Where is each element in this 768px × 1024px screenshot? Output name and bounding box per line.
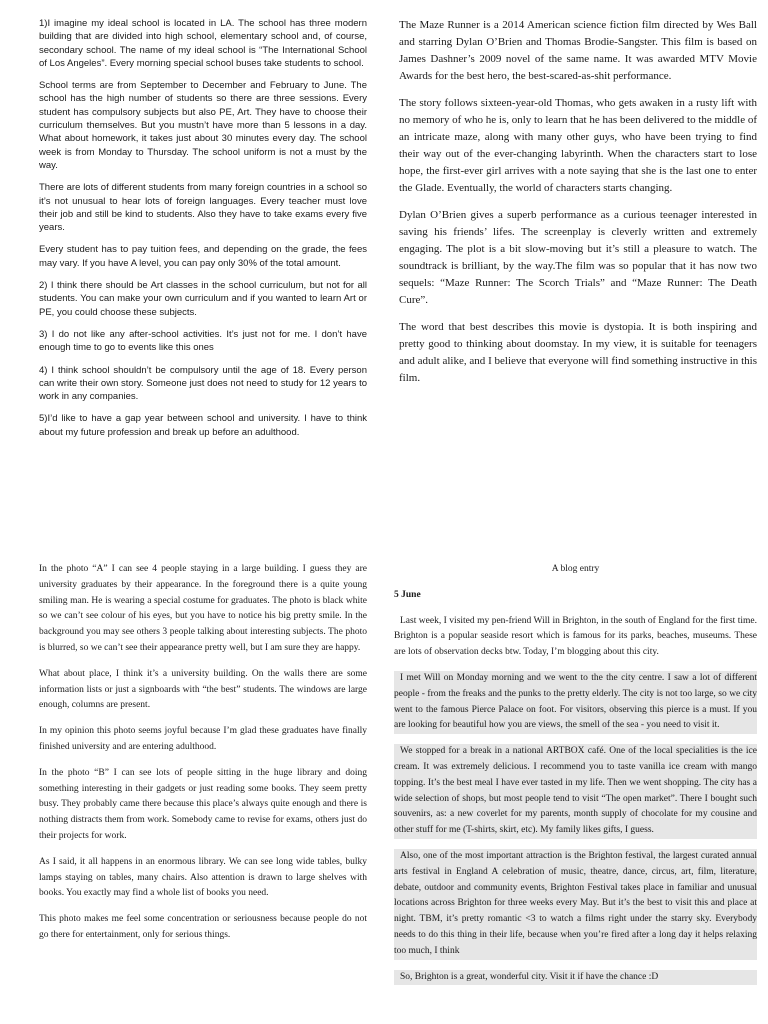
essay-paragraph: 2) I think there should be Art classes in the school curriculum, but not for all students. You can make your own curriculum and if you wanted to learn Art or PE, you could choose these subjects.: [39, 280, 367, 318]
photo-paragraph: This photo makes me feel some concentration or seriousness because people do not go there for entertainment, only for serious things.: [39, 914, 367, 940]
essay-paragraph: Every student has to pay tuition fees, and depending on the grade, the fees may vary. If you have A level, you can pay only 30% of the total amount.: [39, 244, 367, 269]
review-paragraph: Dylan O’Brien gives a superb performance as a curious teenager interested in saving his friends’ lifes. The screenplay is cleverly written and extremely engaging. The plot is a bit slow-moving but it’s still a pleasure to watch. The soundtrack is brilliant, by the way.The film was so popular that it has now two sequels: “Maze Runner: The Scorch Trials” and “Maze Runner: The Death Cure”.: [399, 209, 757, 306]
photo-paragraph: What about place, I think it’s a university building. On the walls there are some information lists or just a signboards with “the best” students. The windows are large enough, columns are present.: [39, 668, 367, 711]
essay-paragraph: School terms are from September to December and February to June. The school has the high number of students so there are three sessions. Every student has compulsory subjects but also PE, Art. They have to choose their curriculum themselves. But you mustn’t have more than 5 lessons in a day. What about homework, it takes just about 30 minutes every day. The school week is from Monday to Thursday. The school uniform is not a must by the way.: [39, 80, 367, 171]
essay-paragraph: 3) I do not like any after-school activities. It’s just not for me. I don’t have enough time to go to events like this ones: [39, 328, 367, 354]
essay-paragraph: 5)I’d like to have a gap year between school and university. I have to think about my future profession and break up before an adulthood.: [39, 413, 367, 438]
photo-paragraph: As I said, it all happens in an enormous library. We can see long wide tables, bulky lamps staying on tables, many chairs. Also attention is drawn to large shelves with books. You exactly may find a whole list of books you need.: [39, 856, 367, 899]
review-paragraph: The story follows sixteen-year-old Thomas, who gets awaken in a rusty lift with no memory of who he is, only to learn that he has been delivered to the middle of an intricate maze, along with many other guys, who have been trying to find their way out of the ever-changing labyrinth. When the characters start to lose hope, the first-ever girl arrives with a note saying that she is the last one to enter the Glade. Eventually, the world of characters starts changing.: [399, 97, 758, 194]
photo-paragraph: In the photo “B” I can see lots of people sitting in the huge library and doing something interesting in their gadgets or just reading some books. They seem pretty busy. They probably came there because this place’s always quite enough and there is nothing distracts them from work. Somebody came to revise for exams, others just do their projects for work.: [39, 767, 367, 841]
blog-paragraph: We stopped for a break in a national ARTBOX café. One of the local specialities is the ice cream. It was extremely delicious. I recommend you to taste vanilla ice cream with mango topping. It’s the best meal I have ever tasted in my life. Then we went shopping. The city has a wide selection of shops, but most people tend to visit “The open market”. There I bought such souvenirs, as: a new coverlet for my parents, month supply of chocolate for my cousine and other stuff for me (T-shirts, skirt, etc). My family likes gifts, I guess.: [394, 744, 757, 839]
review-paragraph: The word that best describes this movie is dystopia. It is both inspiring and pretty good to thinking about doomstay. In my view, it is suitable for teenagers and adult alike, and I believe that everyone will find something instructive in this film.: [399, 321, 757, 384]
blog-heading: A blog entry: [551, 564, 600, 574]
photo-paragraph: In the photo “A” I can see 4 people staying in a large building. I guess they are university graduates by their appearance. In the foreground there is a quite young smiling man. He is wearing a special costume for graduates. The photo is black white so we can’t see colour of his eyes, but you have to notice his big pretty smile. In the background you may see others 3 people talking about interesting subjects. The photo is blurred, so we can’t see their appearance pretty well, but I am sure they are happy.: [39, 564, 367, 653]
review-paragraph: The Maze Runner is a 2014 American science fiction film directed by Wes Ball and starring Dylan O’Brien and Thomas Brodie-Sangster. This film is based on James Dashner’s 2009 novel of the same name. It was awarded MTV Movie Awards for the best hero, the best-scared-as-shit performance.: [399, 19, 757, 82]
photo-description: [39, 562, 367, 954]
essay-paragraph: There are lots of different students from many foreign countries in a school so it’s not unusual to hear lots of foreign languages. Every teacher must love their job and still be kind to students. Also they have to take exams every five years.: [39, 182, 367, 234]
film-review: [399, 17, 757, 397]
blog-paragraph: Also, one of the most important attraction is the Brighton festival, the largest curated annual arts festival in England A celebration of music, theatre, dance, circus, art, film, literature, debate, outdoor and community events, Brighton Festival takes place in familiar and unusual locations across Brighton for three weeks every May. But it’s the best to visit this and place at night. TBM, it’s pretty romantic <3 to watch a films right under the starry sky. Everybody needs to do this thing in their life, because when you’re fired after a long day it helps relaxing too much, I think: [394, 849, 757, 960]
blog-paragraph: Last week, I visited my pen-friend Will in Brighton, in the south of England for the first time. Brighton is a popular seaside resort which is famous for its parks, beaches, museums. These are lots of observation decks btw. Today, I’m blogging about this city.: [394, 615, 757, 658]
blog-entry: [394, 562, 757, 995]
essay-paragraph: 1)I imagine my ideal school is located in LA. The school has three modern building that are divided into high school, elementary school and, of course, secondary school. The name of my ideal school is “The International School of Los Angeles”. Every morning special school buses take students to school.: [39, 18, 367, 69]
school-essay: [39, 17, 367, 448]
blog-date: 5 June: [394, 589, 421, 600]
blog-paragraph: I met Will on Monday morning and we went to the the city centre. I saw a lot of different people - from the freaks and the punks to the pretty elderly. The city is not too large, so we city went to the famous Pierce Palace on foot. For visitors, observing this pierce is a must. If you are looking for beautiful how you are views, the smell of the sea - you need to visit it.: [394, 671, 757, 734]
essay-paragraph: 4) I think school shouldn’t be compulsory until the age of 18. Every person can write their own story. Someone just does not need to study for 12 years to work in any companies.: [39, 364, 367, 403]
blog-paragraph: So, Brighton is a great, wonderful city. Visit it if have the chance :D: [394, 970, 757, 986]
photo-paragraph: In my opinion this photo seems joyful because I’m glad these graduates have finally finished university and are entering adulthood.: [39, 726, 367, 752]
